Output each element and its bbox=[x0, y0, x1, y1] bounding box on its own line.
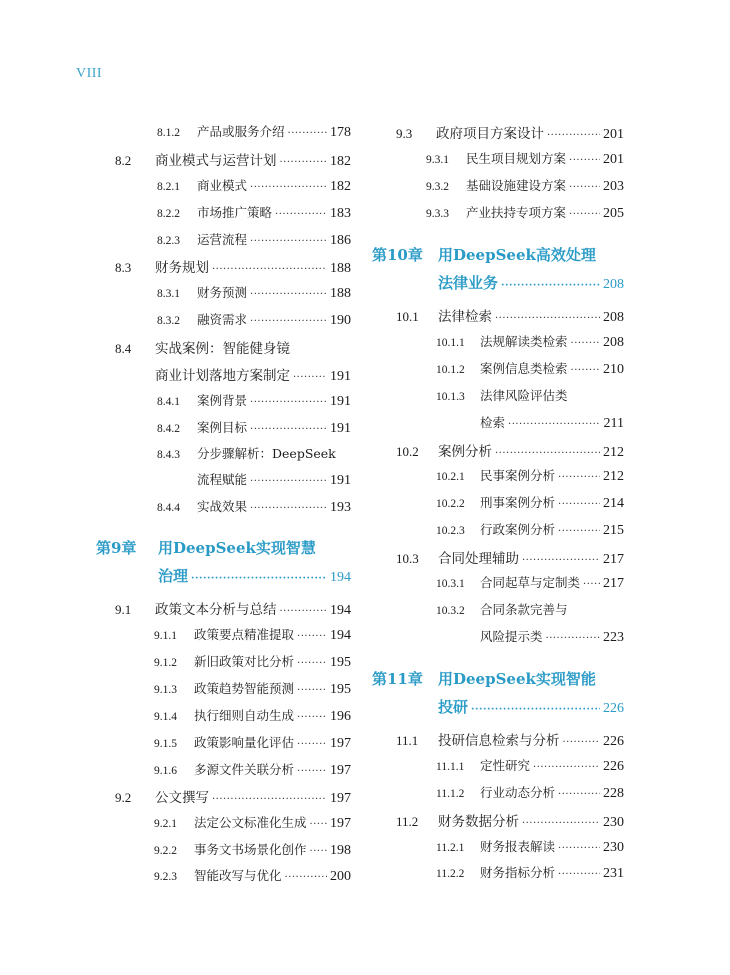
toc-entry-number: 11.1.1 bbox=[436, 761, 465, 773]
chapter-heading-continuation bbox=[158, 565, 351, 586]
toc-entry-title: 案例分析 bbox=[438, 444, 492, 460]
toc-entry-page: 228 bbox=[603, 786, 624, 801]
toc-entry bbox=[436, 359, 624, 378]
toc-entry bbox=[115, 337, 351, 357]
leader-dots bbox=[522, 818, 600, 829]
leader-dots bbox=[495, 448, 600, 459]
toc-entry-title: 实战效果 bbox=[197, 499, 248, 514]
toc-entry-page: 203 bbox=[603, 179, 624, 194]
chapter-number: 第9章 bbox=[96, 539, 137, 557]
toc-entry bbox=[115, 598, 351, 619]
toc-entry-title: 多源文件关联分析 bbox=[194, 762, 295, 777]
leader-dots bbox=[297, 631, 327, 642]
toc-entry-number: 9.1 bbox=[115, 602, 132, 617]
toc-entry bbox=[436, 520, 624, 539]
toc-entry-number: 9.3.1 bbox=[426, 154, 449, 166]
toc-entry-number: 10.2.3 bbox=[436, 525, 465, 537]
leader-dots bbox=[212, 264, 327, 275]
toc-entry-number: 10.1.1 bbox=[436, 337, 465, 349]
toc-entry-title: 政策文本分析与总结 bbox=[155, 602, 277, 618]
toc-entry-page: 183 bbox=[330, 206, 351, 221]
toc-entry-page: 197 bbox=[330, 816, 351, 831]
toc-entry-number: 9.2.3 bbox=[154, 871, 177, 883]
toc-entry-page: 191 bbox=[330, 421, 351, 436]
toc-entry bbox=[157, 310, 351, 329]
toc-entry-number: 8.2.3 bbox=[157, 235, 180, 247]
leader-dots bbox=[546, 633, 600, 644]
toc-entry bbox=[426, 203, 624, 222]
toc-entry-page: 200 bbox=[330, 869, 351, 884]
chapter-heading bbox=[372, 244, 596, 265]
leader-dots bbox=[471, 704, 600, 715]
toc-entry-page: 191 bbox=[330, 394, 351, 409]
leader-dots bbox=[558, 526, 600, 537]
leader-dots bbox=[310, 819, 327, 830]
toc-entry-number: 9.1.5 bbox=[154, 738, 177, 750]
leader-dots bbox=[250, 424, 327, 435]
chapter-title-cont: 投研 bbox=[438, 698, 469, 716]
leader-dots bbox=[571, 365, 600, 376]
toc-entry-continuation bbox=[480, 627, 624, 646]
chapter-page: 208 bbox=[603, 277, 624, 292]
leader-dots bbox=[297, 658, 327, 669]
toc-entry-title-cont: 流程赋能 bbox=[197, 472, 248, 487]
toc-entry-number: 8.4.3 bbox=[157, 449, 180, 461]
toc-entry-title: 事务文书场景化创作 bbox=[194, 842, 307, 857]
toc-entry-page: 191 bbox=[330, 473, 351, 488]
toc-entry bbox=[154, 813, 351, 832]
toc-entry-page: 188 bbox=[330, 286, 351, 301]
chapter-title-cont: 法律业务 bbox=[438, 274, 499, 292]
toc-entry bbox=[154, 760, 351, 779]
toc-entry-title: 财务指标分析 bbox=[480, 865, 556, 880]
toc-entry-number: 11.1.2 bbox=[436, 788, 465, 800]
toc-entry-title: 法定公文标准化生成 bbox=[194, 815, 307, 830]
toc-entry bbox=[115, 149, 351, 170]
leader-dots bbox=[297, 712, 327, 723]
toc-entry bbox=[154, 679, 351, 698]
toc-entry bbox=[115, 256, 351, 277]
toc-entry-title: 法律风险评估类 bbox=[480, 388, 568, 403]
leader-dots bbox=[558, 843, 600, 854]
leader-dots bbox=[569, 155, 600, 166]
chapter-number: 第11章 bbox=[372, 670, 423, 688]
leader-dots bbox=[288, 128, 327, 139]
toc-entry bbox=[436, 600, 624, 618]
toc-entry-page: 212 bbox=[603, 469, 624, 484]
toc-entry-page: 194 bbox=[330, 628, 351, 643]
leader-dots bbox=[297, 766, 327, 777]
toc-entry-page: 226 bbox=[603, 734, 624, 749]
toc-entry-continuation bbox=[197, 470, 351, 489]
leader-dots bbox=[558, 472, 600, 483]
leader-dots bbox=[191, 573, 327, 584]
toc-entry-number: 9.1.2 bbox=[154, 657, 177, 669]
toc-entry-continuation bbox=[155, 364, 351, 385]
toc-entry-number: 8.3.1 bbox=[157, 288, 180, 300]
toc-entry bbox=[157, 230, 351, 249]
toc-entry bbox=[157, 497, 351, 516]
toc-entry-title: 分步骤解析：DeepSeek bbox=[197, 446, 336, 461]
leader-dots bbox=[547, 130, 600, 141]
leader-dots bbox=[275, 209, 327, 220]
toc-entry-title-cont: 商业计划落地方案制定 bbox=[155, 368, 290, 384]
leader-dots bbox=[569, 182, 600, 193]
toc-entry-page: 186 bbox=[330, 233, 351, 248]
leader-dots bbox=[563, 737, 601, 748]
toc-entry-title: 实战案例：智能健身镜 bbox=[155, 341, 290, 357]
toc-entry-number: 10.1.2 bbox=[436, 364, 465, 376]
toc-entry-number: 11.2.2 bbox=[436, 868, 465, 880]
chapter-title-cont: 治理 bbox=[158, 567, 189, 585]
toc-entry-page: 211 bbox=[603, 416, 624, 431]
toc-entry-number: 8.1.2 bbox=[157, 127, 180, 139]
toc-entry-title: 融资需求 bbox=[197, 312, 248, 327]
leader-dots bbox=[250, 476, 327, 487]
toc-entry bbox=[154, 625, 351, 644]
toc-entry bbox=[157, 122, 351, 141]
leader-dots bbox=[250, 182, 327, 193]
leader-dots bbox=[533, 762, 600, 773]
toc-entry bbox=[436, 573, 624, 592]
toc-entry bbox=[396, 810, 624, 831]
toc-entry-page: 208 bbox=[603, 335, 624, 350]
toc-entry-page: 226 bbox=[603, 759, 624, 774]
toc-entry-title: 政策趋势智能预测 bbox=[194, 681, 295, 696]
toc-entry-number: 9.1.1 bbox=[154, 630, 177, 642]
toc-entry-page: 191 bbox=[330, 369, 351, 384]
chapter-heading bbox=[372, 668, 596, 689]
toc-entry-title: 商业模式与运营计划 bbox=[155, 153, 277, 169]
chapter-number: 第10章 bbox=[372, 246, 423, 264]
toc-entry-page: 215 bbox=[603, 523, 624, 538]
toc-entry-page: 214 bbox=[603, 496, 624, 511]
toc-entry-number: 9.1.4 bbox=[154, 711, 177, 723]
toc-entry-number: 11.2.1 bbox=[436, 842, 465, 854]
toc-entry-page: 196 bbox=[330, 709, 351, 724]
toc-entry-number: 9.3.3 bbox=[426, 208, 449, 220]
toc-entry-number: 9.1.6 bbox=[154, 765, 177, 777]
toc-entry-number: 10.3.2 bbox=[436, 605, 465, 617]
leader-dots bbox=[522, 555, 600, 566]
toc-entry-page: 178 bbox=[330, 125, 351, 140]
leader-dots bbox=[212, 794, 327, 805]
toc-entry bbox=[115, 786, 351, 807]
toc-entry-page: 197 bbox=[330, 736, 351, 751]
toc-entry-page: 195 bbox=[330, 682, 351, 697]
toc-entry-continuation bbox=[480, 413, 624, 432]
toc-entry bbox=[436, 783, 624, 802]
leader-dots bbox=[558, 869, 600, 880]
leader-dots bbox=[280, 606, 328, 617]
toc-entry-number: 11.2 bbox=[396, 814, 419, 829]
toc-entry-number: 9.3.2 bbox=[426, 181, 449, 193]
toc-entry-title: 财务预测 bbox=[197, 285, 248, 300]
toc-entry-title: 公文撰写 bbox=[155, 790, 209, 806]
toc-entry-page: 195 bbox=[330, 655, 351, 670]
toc-entry-title: 民生项目规划方案 bbox=[466, 151, 567, 166]
toc-entry-title: 政府项目方案设计 bbox=[436, 126, 544, 142]
toc-entry-title: 案例目标 bbox=[197, 420, 248, 435]
toc-entry-title: 运营流程 bbox=[197, 232, 248, 247]
toc-entry-title: 商业模式 bbox=[197, 178, 248, 193]
toc-entry bbox=[154, 652, 351, 671]
toc-entry-title: 政策要点精准提取 bbox=[194, 627, 295, 642]
toc-entry bbox=[436, 332, 624, 351]
leader-dots bbox=[285, 872, 327, 883]
toc-entry-number: 10.2 bbox=[396, 444, 419, 459]
toc-entry-title: 行政案例分析 bbox=[480, 522, 556, 537]
toc-entry-page: 198 bbox=[330, 843, 351, 858]
leader-dots bbox=[583, 579, 600, 590]
toc-entry-number: 8.4.4 bbox=[157, 502, 180, 514]
leader-dots bbox=[571, 338, 600, 349]
toc-entry bbox=[436, 466, 624, 485]
toc-entry-title: 产品或服务介绍 bbox=[197, 124, 285, 139]
toc-entry-number: 11.1 bbox=[396, 733, 419, 748]
toc-entry bbox=[396, 305, 624, 326]
leader-dots bbox=[250, 289, 327, 300]
toc-entry bbox=[154, 733, 351, 752]
toc-entry-page: 223 bbox=[603, 630, 624, 645]
toc-entry-page: 217 bbox=[603, 576, 624, 591]
toc-entry bbox=[396, 440, 624, 461]
toc-entry-title: 新旧政策对比分析 bbox=[194, 654, 295, 669]
toc-entry-number: 8.4.2 bbox=[157, 423, 180, 435]
toc-entry bbox=[154, 706, 351, 725]
toc-entry-number: 8.2 bbox=[115, 153, 132, 168]
toc-entry-title: 合同起草与定制类 bbox=[480, 575, 581, 590]
toc-entry bbox=[436, 863, 624, 882]
toc-entry-title: 行业动态分析 bbox=[480, 785, 556, 800]
toc-entry bbox=[157, 444, 351, 462]
toc-entry-page: 193 bbox=[330, 500, 351, 515]
toc-entry-number: 8.2.2 bbox=[157, 208, 180, 220]
leader-dots bbox=[250, 236, 327, 247]
toc-entry-title: 执行细则自动生成 bbox=[194, 708, 295, 723]
chapter-title: 用DeepSeek实现智慧 bbox=[158, 539, 316, 557]
toc-entry bbox=[436, 837, 624, 856]
toc-entry-number: 9.1.3 bbox=[154, 684, 177, 696]
toc-entry-number: 9.3 bbox=[396, 126, 413, 141]
toc-entry bbox=[157, 283, 351, 302]
toc-entry-title: 基础设施建设方案 bbox=[466, 178, 567, 193]
toc-entry bbox=[396, 729, 624, 750]
leader-dots bbox=[310, 846, 327, 857]
toc-entry-number: 8.4 bbox=[115, 341, 132, 356]
chapter-page: 194 bbox=[330, 570, 351, 585]
toc-entry-title: 案例背景 bbox=[197, 393, 248, 408]
toc-entry-title: 产业扶持专项方案 bbox=[466, 205, 567, 220]
toc-entry bbox=[157, 418, 351, 437]
chapter-title: 用DeepSeek高效处理 bbox=[438, 246, 596, 264]
leader-dots bbox=[297, 685, 327, 696]
toc-entry-page: 217 bbox=[603, 552, 624, 567]
toc-entry-number: 8.3 bbox=[115, 260, 132, 275]
toc-entry bbox=[157, 176, 351, 195]
toc-entry-page: 231 bbox=[603, 866, 624, 881]
chapter-title: 用DeepSeek实现智能 bbox=[438, 670, 596, 688]
chapter-heading bbox=[96, 537, 316, 558]
toc-entry bbox=[396, 122, 624, 143]
toc-entry-page: 190 bbox=[330, 313, 351, 328]
toc-entry-page: 201 bbox=[603, 127, 624, 142]
toc-entry bbox=[426, 176, 624, 195]
toc-entry-page: 197 bbox=[330, 763, 351, 778]
toc-entry-number: 10.2.2 bbox=[436, 498, 465, 510]
toc-entry-number: 10.1 bbox=[396, 309, 419, 324]
leader-dots bbox=[495, 313, 600, 324]
toc-entry bbox=[436, 756, 624, 775]
leader-dots bbox=[297, 739, 327, 750]
toc-entry-number: 8.3.2 bbox=[157, 315, 180, 327]
toc-entry-title: 合同处理辅助 bbox=[438, 551, 519, 567]
toc-entry-page: 201 bbox=[603, 152, 624, 167]
toc-entry-number: 9.2.2 bbox=[154, 845, 177, 857]
toc-entry-page: 212 bbox=[603, 445, 624, 460]
toc-entry bbox=[426, 149, 624, 168]
toc-entry-title: 财务规划 bbox=[155, 260, 209, 276]
toc-entry-title: 财务报表解读 bbox=[480, 839, 556, 854]
toc-entry bbox=[154, 840, 351, 859]
chapter-heading-continuation bbox=[438, 696, 624, 717]
toc-entry-page: 210 bbox=[603, 362, 624, 377]
toc-entry-title: 法律检索 bbox=[438, 309, 492, 325]
toc-entry-page: 208 bbox=[603, 310, 624, 325]
toc-entry bbox=[436, 493, 624, 512]
leader-dots bbox=[250, 316, 327, 327]
toc-entry bbox=[396, 547, 624, 568]
toc-entry-page: 188 bbox=[330, 261, 351, 276]
toc-entry-title: 投研信息检索与分析 bbox=[438, 733, 560, 749]
toc-entry-title-cont: 风险提示类 bbox=[480, 629, 543, 644]
leader-dots bbox=[250, 397, 327, 408]
toc-entry-title: 智能改写与优化 bbox=[194, 868, 282, 883]
leader-dots bbox=[569, 209, 600, 220]
toc-entry-page: 182 bbox=[330, 179, 351, 194]
toc-entry bbox=[154, 866, 351, 885]
toc-entry-title: 合同条款完善与 bbox=[480, 602, 568, 617]
chapter-page: 226 bbox=[603, 701, 624, 716]
toc-entry-title: 政策影响量化评估 bbox=[194, 735, 295, 750]
toc-entry-number: 8.4.1 bbox=[157, 396, 180, 408]
leader-dots bbox=[558, 789, 600, 800]
toc-entry-page: 182 bbox=[330, 154, 351, 169]
toc-entry bbox=[157, 391, 351, 410]
toc-entry-page: 197 bbox=[330, 791, 351, 806]
toc-entry-number: 10.3.1 bbox=[436, 578, 465, 590]
toc-entry bbox=[436, 386, 624, 404]
toc-entry-page: 194 bbox=[330, 603, 351, 618]
toc-entry-title: 财务数据分析 bbox=[438, 814, 519, 830]
leader-dots bbox=[558, 499, 600, 510]
leader-dots bbox=[293, 372, 327, 383]
toc-entry-number: 9.2 bbox=[115, 790, 132, 805]
toc-entry-title: 民事案例分析 bbox=[480, 468, 556, 483]
toc-entry-title: 刑事案例分析 bbox=[480, 495, 556, 510]
toc-entry-title-cont: 检索 bbox=[480, 415, 506, 430]
toc-entry-number: 9.2.1 bbox=[154, 818, 177, 830]
leader-dots bbox=[501, 280, 600, 291]
chapter-heading-continuation bbox=[438, 272, 624, 293]
toc-entry-page: 230 bbox=[603, 815, 624, 830]
leader-dots bbox=[508, 419, 601, 430]
toc-entry-title: 法规解读类检索 bbox=[480, 334, 568, 349]
toc-entry-title: 案例信息类检索 bbox=[480, 361, 568, 376]
leader-dots bbox=[250, 503, 327, 514]
toc-entry-number: 10.1.3 bbox=[436, 391, 465, 403]
toc-entry-number: 10.2.1 bbox=[436, 471, 465, 483]
toc-entry-page: 230 bbox=[603, 840, 624, 855]
toc-entry-title: 市场推广策略 bbox=[197, 205, 273, 220]
leader-dots bbox=[280, 157, 328, 168]
toc-entry-number: 10.3 bbox=[396, 551, 419, 566]
toc-entry-number: 8.2.1 bbox=[157, 181, 180, 193]
toc-entry-title: 定性研究 bbox=[480, 758, 531, 773]
toc-entry bbox=[157, 203, 351, 222]
page-number: VIII bbox=[76, 66, 103, 81]
toc-entry-page: 205 bbox=[603, 206, 624, 221]
